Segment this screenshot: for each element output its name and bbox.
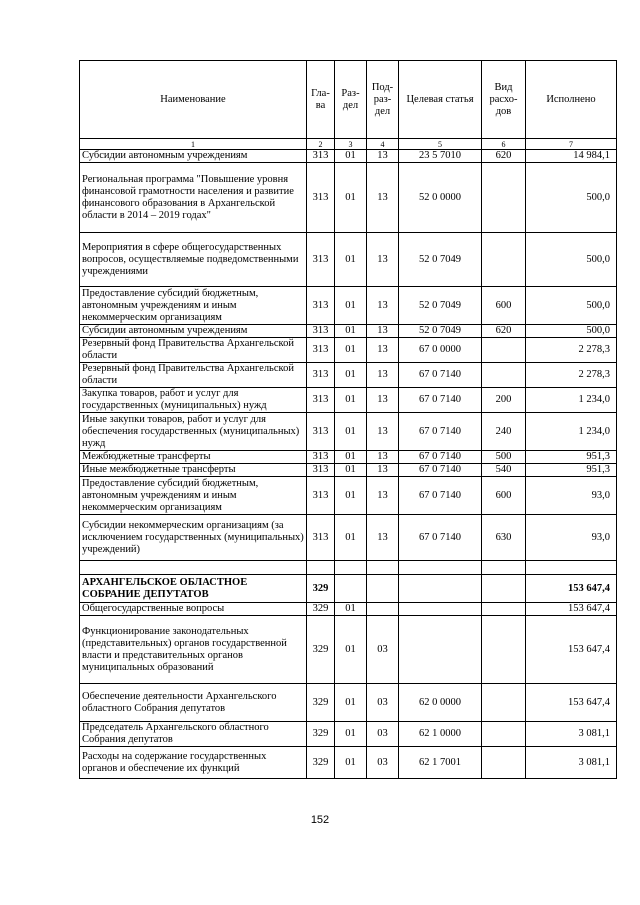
- row-name: Субсидии автономным учреждениям: [80, 150, 307, 163]
- row-razdel: 01: [335, 603, 367, 616]
- row-statya: 67 0 7140: [399, 388, 482, 413]
- table-row: [80, 287, 617, 325]
- row-podrazdel: 03: [367, 616, 399, 684]
- table-row: [80, 603, 617, 616]
- row-vid: 540: [482, 464, 526, 477]
- row-value: 500,0: [526, 325, 617, 338]
- row-statya: 62 0 0000: [399, 684, 482, 722]
- row-value: 93,0: [526, 477, 617, 515]
- row-value: 153 647,4: [526, 575, 617, 603]
- row-name: Резервный фонд Правительства Архангельской области: [80, 363, 307, 388]
- row-vid: [482, 747, 526, 779]
- row-statya: 23 5 7010: [399, 150, 482, 163]
- row-razdel: 01: [335, 233, 367, 287]
- row-razdel: 01: [335, 325, 367, 338]
- table-row: [80, 233, 617, 287]
- col-header-vid: Вид расхо-дов: [482, 61, 526, 139]
- row-razdel: 01: [335, 163, 367, 233]
- row-razdel: [335, 575, 367, 603]
- row-statya: 52 0 7049: [399, 287, 482, 325]
- row-statya: 67 0 7140: [399, 515, 482, 561]
- row-glava: 313: [307, 325, 335, 338]
- row-name: Расходы на содержание государственных органов и обеспечение их функций: [80, 747, 307, 779]
- row-vid: 630: [482, 515, 526, 561]
- row-value: 500,0: [526, 163, 617, 233]
- row-vid: [482, 163, 526, 233]
- row-name: Председатель Архангельского областного Собрания депутатов: [80, 722, 307, 747]
- row-glava: 313: [307, 515, 335, 561]
- row-razdel: 01: [335, 287, 367, 325]
- row-name: Иные межбюджетные трансферты: [80, 464, 307, 477]
- row-vid: [482, 575, 526, 603]
- row-glava: 313: [307, 338, 335, 363]
- col-header-statya: Целевая статья: [399, 61, 482, 139]
- row-glava: 313: [307, 233, 335, 287]
- budget-table: [79, 60, 617, 779]
- row-statya: 52 0 7049: [399, 325, 482, 338]
- col-header-value: Исполнено: [526, 61, 617, 139]
- row-vid: 620: [482, 325, 526, 338]
- col-number: 1: [80, 139, 307, 150]
- row-razdel: 01: [335, 684, 367, 722]
- row-name: Межбюджетные трансферты: [80, 451, 307, 464]
- row-glava: 313: [307, 287, 335, 325]
- row-vid: [482, 338, 526, 363]
- row-statya: 67 0 7140: [399, 363, 482, 388]
- row-glava: 313: [307, 363, 335, 388]
- row-statya: [399, 561, 482, 575]
- table-row: [80, 616, 617, 684]
- row-name: Резервный фонд Правительства Архангельской области: [80, 338, 307, 363]
- row-podrazdel: 13: [367, 233, 399, 287]
- row-podrazdel: 13: [367, 464, 399, 477]
- row-statya: 62 1 7001: [399, 747, 482, 779]
- row-vid: [482, 233, 526, 287]
- row-razdel: 01: [335, 722, 367, 747]
- row-statya: 67 0 7140: [399, 451, 482, 464]
- row-vid: 200: [482, 388, 526, 413]
- row-name: [80, 561, 307, 575]
- row-name: Региональная программа "Повышение уровня финансовой грамотности населения и развитие финансового образования в Архангельской области в 2014 – 2019 годах": [80, 163, 307, 233]
- row-podrazdel: 13: [367, 363, 399, 388]
- row-value: 153 647,4: [526, 603, 617, 616]
- col-number: 3: [335, 139, 367, 150]
- row-statya: 67 0 7140: [399, 477, 482, 515]
- row-statya: [399, 603, 482, 616]
- row-vid: [482, 616, 526, 684]
- header-row: [80, 61, 617, 139]
- table-row: [80, 575, 617, 603]
- row-glava: 329: [307, 616, 335, 684]
- col-number: 2: [307, 139, 335, 150]
- row-glava: 329: [307, 747, 335, 779]
- row-vid: 240: [482, 413, 526, 451]
- table-row: [80, 684, 617, 722]
- col-number: 4: [367, 139, 399, 150]
- row-podrazdel: 13: [367, 451, 399, 464]
- row-value: 1 234,0: [526, 413, 617, 451]
- col-header-razdel: Раз-дел: [335, 61, 367, 139]
- row-razdel: 01: [335, 616, 367, 684]
- row-vid: [482, 603, 526, 616]
- row-podrazdel: 13: [367, 477, 399, 515]
- row-glava: [307, 561, 335, 575]
- row-podrazdel: 13: [367, 287, 399, 325]
- page-number: 152: [310, 814, 330, 826]
- row-name: Предоставление субсидий бюджетным, автономным учреждениям и иным некоммерческим организациям: [80, 287, 307, 325]
- row-name: Общегосударственные вопросы: [80, 603, 307, 616]
- row-value: 2 278,3: [526, 338, 617, 363]
- row-value: 3 081,1: [526, 722, 617, 747]
- table-row: [80, 388, 617, 413]
- row-value: 14 984,1: [526, 150, 617, 163]
- row-name: Закупка товаров, работ и услуг для государственных (муниципальных) нужд: [80, 388, 307, 413]
- row-razdel: 01: [335, 515, 367, 561]
- row-vid: 620: [482, 150, 526, 163]
- table-row: [80, 477, 617, 515]
- row-podrazdel: 03: [367, 684, 399, 722]
- row-value: 153 647,4: [526, 616, 617, 684]
- table-row: [80, 464, 617, 477]
- row-vid: 500: [482, 451, 526, 464]
- row-value: 500,0: [526, 287, 617, 325]
- column-number-row: [80, 139, 617, 150]
- col-header-podrazdel: Под-раз-дел: [367, 61, 399, 139]
- table-row: [80, 413, 617, 451]
- row-statya: [399, 575, 482, 603]
- row-glava: 329: [307, 722, 335, 747]
- row-glava: 329: [307, 603, 335, 616]
- row-value: 500,0: [526, 233, 617, 287]
- row-value: 1 234,0: [526, 388, 617, 413]
- table-row: [80, 515, 617, 561]
- row-glava: 313: [307, 150, 335, 163]
- row-razdel: 01: [335, 451, 367, 464]
- col-number: 5: [399, 139, 482, 150]
- table-row: [80, 722, 617, 747]
- row-podrazdel: [367, 561, 399, 575]
- row-statya: 67 0 0000: [399, 338, 482, 363]
- row-razdel: 01: [335, 363, 367, 388]
- table-row: [80, 163, 617, 233]
- row-podrazdel: 13: [367, 338, 399, 363]
- row-statya: 67 0 7140: [399, 464, 482, 477]
- row-razdel: 01: [335, 338, 367, 363]
- row-glava: 313: [307, 477, 335, 515]
- row-vid: 600: [482, 477, 526, 515]
- row-glava: 313: [307, 388, 335, 413]
- row-podrazdel: [367, 575, 399, 603]
- row-vid: [482, 561, 526, 575]
- row-glava: 313: [307, 413, 335, 451]
- row-podrazdel: 13: [367, 325, 399, 338]
- row-value: 2 278,3: [526, 363, 617, 388]
- col-number: 7: [526, 139, 617, 150]
- row-name: Субсидии некоммерческим организациям (за исключением государственных (муниципальных) учреждений): [80, 515, 307, 561]
- row-vid: [482, 363, 526, 388]
- row-razdel: 01: [335, 464, 367, 477]
- table-row: [80, 363, 617, 388]
- row-statya: 62 1 0000: [399, 722, 482, 747]
- row-name: Обеспечение деятельности Архангельского областного Собрания депутатов: [80, 684, 307, 722]
- row-name: Мероприятия в сфере общегосударственных вопросов, осуществляемые подведомственными учреждениями: [80, 233, 307, 287]
- row-razdel: 01: [335, 477, 367, 515]
- row-podrazdel: 13: [367, 150, 399, 163]
- row-name: АРХАНГЕЛЬСКОЕ ОБЛАСТНОЕ СОБРАНИЕ ДЕПУТАТОВ: [80, 575, 307, 603]
- table-row: [80, 338, 617, 363]
- row-podrazdel: [367, 603, 399, 616]
- row-name: Предоставление субсидий бюджетным, автономным учреждениям и иным некоммерческим организациям: [80, 477, 307, 515]
- row-vid: [482, 684, 526, 722]
- table-row: [80, 150, 617, 163]
- row-statya: [399, 616, 482, 684]
- row-glava: 313: [307, 163, 335, 233]
- row-value: 951,3: [526, 451, 617, 464]
- row-name: Субсидии автономным учреждениям: [80, 325, 307, 338]
- row-value: 951,3: [526, 464, 617, 477]
- row-value: 153 647,4: [526, 684, 617, 722]
- row-glava: 329: [307, 684, 335, 722]
- table-row: [80, 325, 617, 338]
- row-podrazdel: 03: [367, 722, 399, 747]
- row-razdel: 01: [335, 388, 367, 413]
- col-header-name: Наименование: [80, 61, 307, 139]
- row-podrazdel: 03: [367, 747, 399, 779]
- row-value: [526, 561, 617, 575]
- row-statya: 52 0 0000: [399, 163, 482, 233]
- row-name: Функционирование законодательных (представительных) органов государственной власти и представительных органов муниципальных образований: [80, 616, 307, 684]
- row-podrazdel: 13: [367, 163, 399, 233]
- table-row: [80, 561, 617, 575]
- row-podrazdel: 13: [367, 413, 399, 451]
- table-row: [80, 747, 617, 779]
- row-razdel: [335, 561, 367, 575]
- row-glava: 329: [307, 575, 335, 603]
- row-value: 3 081,1: [526, 747, 617, 779]
- row-podrazdel: 13: [367, 515, 399, 561]
- row-statya: 52 0 7049: [399, 233, 482, 287]
- row-value: 93,0: [526, 515, 617, 561]
- row-statya: 67 0 7140: [399, 413, 482, 451]
- row-razdel: 01: [335, 150, 367, 163]
- table-row: [80, 451, 617, 464]
- col-number: 6: [482, 139, 526, 150]
- row-razdel: 01: [335, 747, 367, 779]
- row-vid: 600: [482, 287, 526, 325]
- row-vid: [482, 722, 526, 747]
- row-glava: 313: [307, 464, 335, 477]
- row-razdel: 01: [335, 413, 367, 451]
- col-header-glava: Гла-ва: [307, 61, 335, 139]
- row-podrazdel: 13: [367, 388, 399, 413]
- row-glava: 313: [307, 451, 335, 464]
- row-name: Иные закупки товаров, работ и услуг для обеспечения государственных (муниципальных) нужд: [80, 413, 307, 451]
